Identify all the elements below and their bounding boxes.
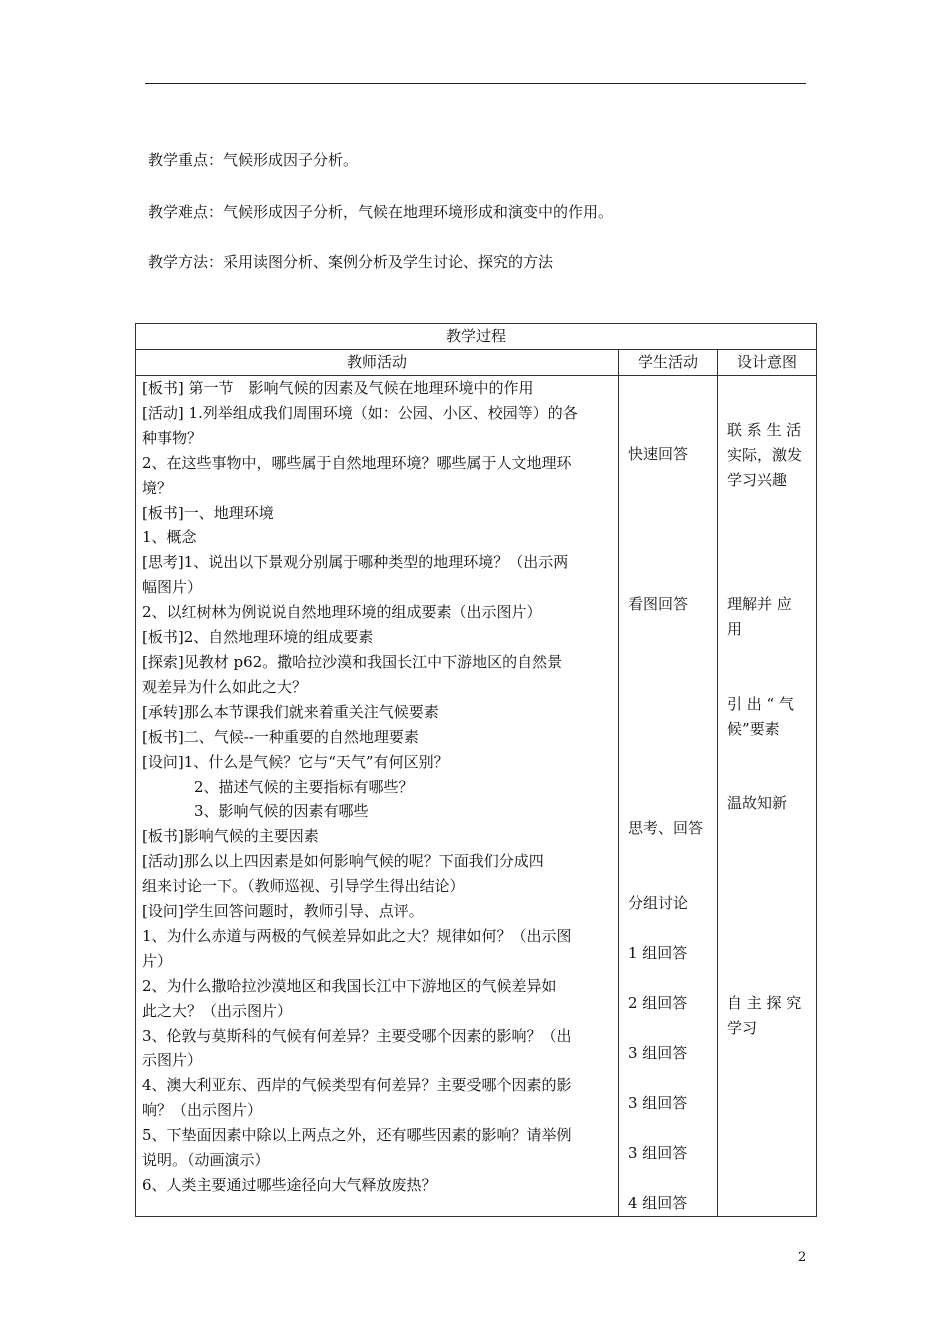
teacher-line: 幅图片） <box>142 578 203 597</box>
design-intent: 理解并 应 <box>727 595 792 613</box>
design-intent: 温故知新 <box>727 794 788 812</box>
teacher-line: [板书]影响气候的主要因素 <box>142 827 319 846</box>
teacher-line: [板书] 第一节 影响气候的因素及气候在地理环境中的作用 <box>142 379 534 397</box>
teacher-line: 6、人类主要通过哪些途径向大气释放废热？ <box>142 1176 437 1194</box>
teacher-line: [设问]1、什么是气候？它与“天气”有何区别？ <box>142 752 449 771</box>
student-activity: 分组讨论 <box>628 894 689 912</box>
teaching-focus: 教学重点：气候形成因子分析。 <box>148 151 359 169</box>
student-activity: 快速回答 <box>628 445 689 463</box>
design-intent: 学习兴趣 <box>727 471 788 489</box>
teacher-line: 示图片） <box>142 1051 203 1070</box>
teacher-line: [设问]学生回答问题时，教师引导、点评。 <box>142 902 424 921</box>
teacher-line: [活动] 1.列举组成我们周围环境（如：公园、小区、校园等）的各 <box>142 403 578 422</box>
header-intent: 设计意图 <box>718 350 817 376</box>
teacher-line: 组来讨论一下。（教师巡视、引导学生得出结论） <box>142 877 465 896</box>
header-student: 学生活动 <box>619 350 718 376</box>
design-intent: 候”要素 <box>727 720 780 738</box>
design-intent: 学习 <box>727 1019 758 1037</box>
teacher-line: 2、描述气候的主要指标有哪些？ <box>194 777 414 796</box>
teaching-difficulty: 教学难点：气候形成因子分析，气候在地理环境形成和演变中的作用。 <box>148 203 614 221</box>
teacher-line: [探索]见教材 p62。撒哈拉沙漠和我国长江中下游地区的自然景 <box>142 652 563 671</box>
teacher-line: 5、下垫面因素中除以上两点之外，还有哪些因素的影响？请举例 <box>142 1126 572 1145</box>
student-activity: 1 组回答 <box>628 944 688 962</box>
teacher-line: 观差异为什么如此之大？ <box>142 677 308 696</box>
teaching-method: 教学方法：采用读图分析、案例分析及学生讨论、探究的方法 <box>148 253 554 271</box>
student-activity: 4 组回答 <box>628 1194 688 1212</box>
teacher-line: [活动]那么以上四因素是如何影响气候的呢？下面我们分成四 <box>142 852 544 871</box>
student-activity: 思考、回答 <box>628 819 704 837</box>
page-number: 2 <box>798 1250 807 1265</box>
header-rule <box>145 83 806 84</box>
student-activity: 2 组回答 <box>628 994 688 1012</box>
teacher-line: 4、澳大利亚东、西岸的气候类型有何差异？主要受哪个因素的影 <box>142 1076 572 1095</box>
teacher-line: 2、以红树林为例说说自然地理环境的组成要素（出示图片） <box>142 603 542 622</box>
teacher-line: [板书]2、自然地理环境的组成要素 <box>142 628 374 647</box>
design-intent: 联 系 生 活 <box>727 421 802 439</box>
student-activity: 3 组回答 <box>628 1144 688 1162</box>
teacher-line: 此之大？（出示图片） <box>142 1001 293 1020</box>
teacher-line: 片） <box>142 951 173 970</box>
design-intent: 实际，激发 <box>727 446 803 464</box>
design-intent-cell <box>718 376 817 1217</box>
teacher-line: [承转]那么本节课我们就来着重关注气候要素 <box>142 702 439 721</box>
design-intent: 用 <box>727 620 743 638</box>
teacher-line: 3、伦敦与莫斯科的气候有何差异？主要受哪个因素的影响？（出 <box>142 1026 572 1045</box>
design-intent: 引 出 “ 气 <box>727 695 794 713</box>
student-activity-cell <box>619 376 718 1217</box>
teacher-line: 响？（出示图片） <box>142 1101 263 1120</box>
student-activity: 3 组回答 <box>628 1044 688 1062</box>
teacher-line: 1、为什么赤道与两极的气候差异如此之大？规律如何？（出示图 <box>142 926 572 945</box>
teacher-line: 1、概念 <box>142 528 197 547</box>
teacher-line: 种事物？ <box>142 428 203 447</box>
teacher-line: 2、为什么撒哈拉沙漠地区和我国长江中下游地区的气候差异如 <box>142 976 557 995</box>
teacher-line: 境？ <box>142 478 173 497</box>
teacher-activity-cell <box>136 376 619 1217</box>
student-activity: 看图回答 <box>628 595 689 613</box>
table-title: 教学过程 <box>136 324 817 350</box>
teacher-line: 说明。（动画演示） <box>142 1151 270 1170</box>
teacher-line: 2、在这些事物中，哪些属于自然地理环境？哪些属于人文地理环 <box>142 453 572 472</box>
teacher-line: 3、影响气候的因素有哪些 <box>194 802 369 821</box>
teaching-process-table <box>135 323 817 1217</box>
teacher-line: [板书]一、地理环境 <box>142 503 274 522</box>
teacher-line: [板书]二、气候--一种重要的自然地理要素 <box>142 727 419 746</box>
student-activity: 3 组回答 <box>628 1094 688 1112</box>
design-intent: 自 主 探 究 <box>727 994 802 1012</box>
header-teacher: 教师活动 <box>136 350 619 376</box>
teacher-line: [思考]1、说出以下景观分别属于哪种类型的地理环境？（出示两 <box>142 553 569 572</box>
